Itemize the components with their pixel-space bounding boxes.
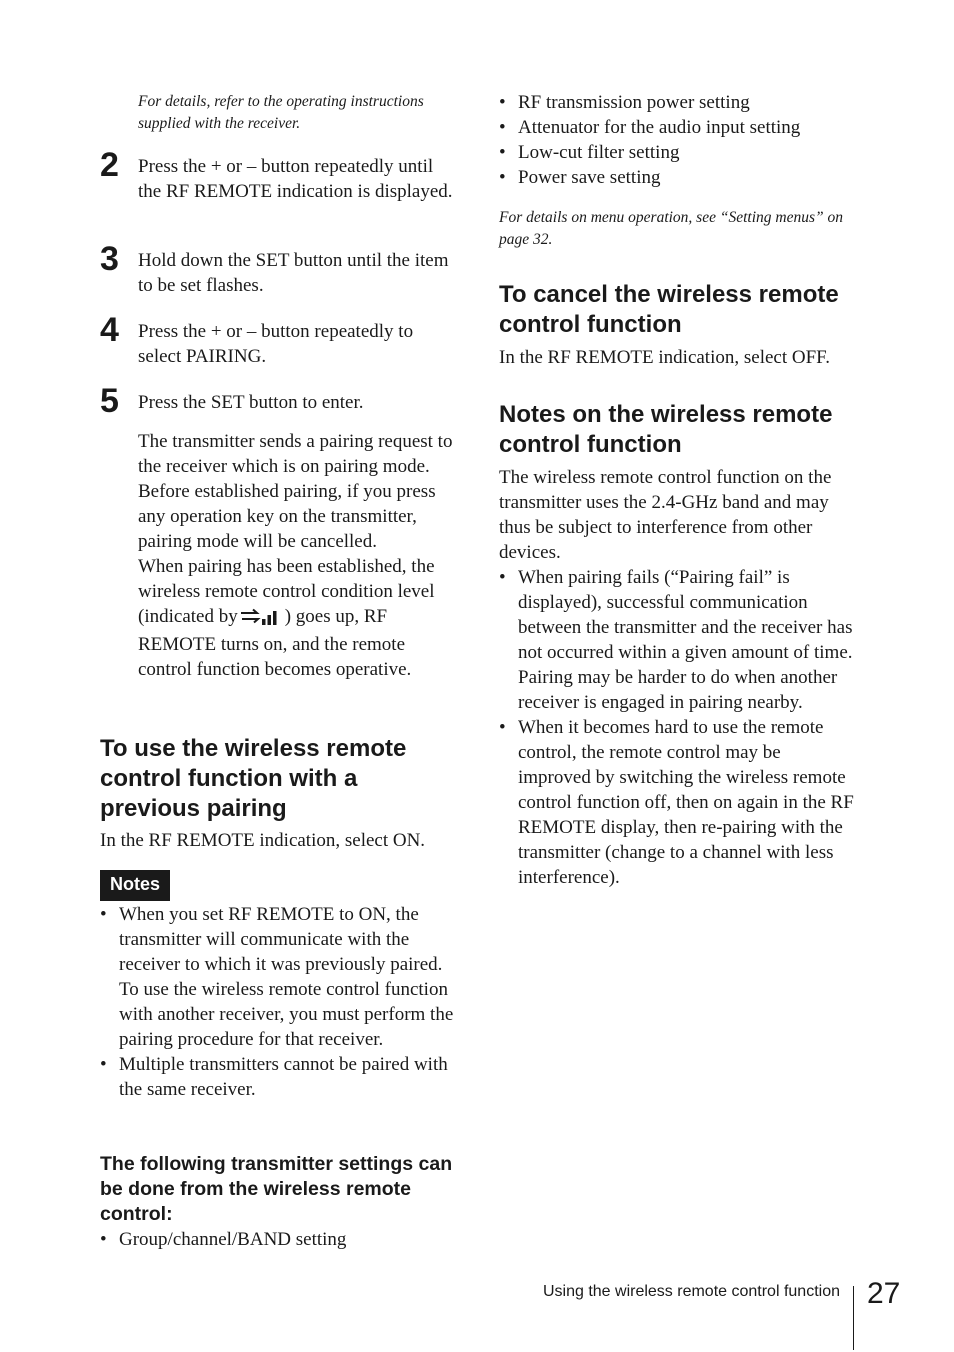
pairing-established-paragraph: When pairing has been established, the wireless remote control condition level (indicated by ) goes up, RF REMOTE turns on, and the remote control function becomes operative.: [138, 556, 435, 680]
step-number: 4: [100, 311, 119, 349]
previous-pairing-body: In the RF REMOTE indication, select ON.: [100, 830, 426, 851]
notes-list: [100, 902, 456, 1102]
notes-on-function-body: The wireless remote control function on the transmitter uses the 2.4-GHz band and may thus be subject to interference from other devices.: [499, 467, 832, 563]
list-item: • Power save setting: [499, 165, 859, 190]
cancel-heading: To cancel the wireless remote control function: [499, 281, 839, 338]
list-item: • Group/channel/BAND setting: [100, 1227, 456, 1252]
previous-pairing-heading: To use the wireless remote control function with a previous pairing: [100, 735, 407, 822]
list-item: • When it becomes hard to use the remote control, the remote control may be improved by switching the wireless remote control function off, then on again in the RF REMOTE display, then re-pairing with the transmitter (change to a channel with less interference).: [499, 715, 854, 890]
step-text: Press the + or – button repeatedly to select PAIRING.: [138, 321, 414, 367]
list-item: • Multiple transmitters cannot be paired with the same receiver.: [100, 1052, 456, 1102]
receiver-reference-note: For details, refer to the operating instructions supplied with the receiver.: [138, 93, 424, 132]
notes-on-function-heading: Notes on the wireless remote control function: [499, 401, 833, 458]
settings-heading: The following transmitter settings can be done from the wireless remote control:: [100, 1153, 453, 1225]
step-number: 3: [100, 240, 119, 278]
step-number: 5: [100, 382, 119, 420]
notes-badge: Notes: [100, 870, 170, 901]
pairing-request-paragraph: The transmitter sends a pairing request to the receiver which is on pairing mode.: [138, 431, 453, 477]
pairing-cancel-paragraph: Before established pairing, if you press any operation key on the transmitter, pairing mode will be cancelled.: [138, 481, 436, 552]
settings-list-continued: [499, 90, 859, 190]
notes-on-function-list: [499, 565, 854, 890]
step-5-description: [138, 429, 460, 682]
step-text: Press the + or – button repeatedly until the RF REMOTE indication is displayed.: [138, 156, 453, 202]
list-item: • Low-cut filter setting: [499, 140, 859, 165]
rf-signal-level-icon: [240, 607, 282, 632]
list-item: • Attenuator for the audio input setting: [499, 115, 859, 140]
step-text: Hold down the SET button until the item to be set flashes.: [138, 250, 449, 296]
step-text: Press the SET button to enter.: [138, 392, 364, 413]
settings-list-start: [100, 1227, 456, 1252]
list-item: • When pairing fails (“Pairing fail” is displayed), successful communication between the transmitter and the receiver has not occurred within a given amount of time. Pairing may be harder to do when another receiver is engaged in pairing nearby.: [499, 565, 854, 715]
footer-section-title: Using the wireless remote control function: [542, 1283, 840, 1300]
list-item: • RF transmission power setting: [499, 90, 859, 115]
page-number: 27: [867, 1277, 901, 1310]
cancel-body: In the RF REMOTE indication, select OFF.: [499, 347, 830, 368]
list-item: • When you set RF REMOTE to ON, the transmitter will communicate with the receiver to which it was previously paired. To use the wireless remote control function with another receiver, you must perform the pairing procedure for that receiver.: [100, 902, 456, 1052]
footer-divider: [853, 1286, 854, 1350]
menu-operation-note: For details on menu operation, see “Setting menus” on page 32.: [499, 209, 843, 248]
step-number: 2: [100, 146, 119, 184]
